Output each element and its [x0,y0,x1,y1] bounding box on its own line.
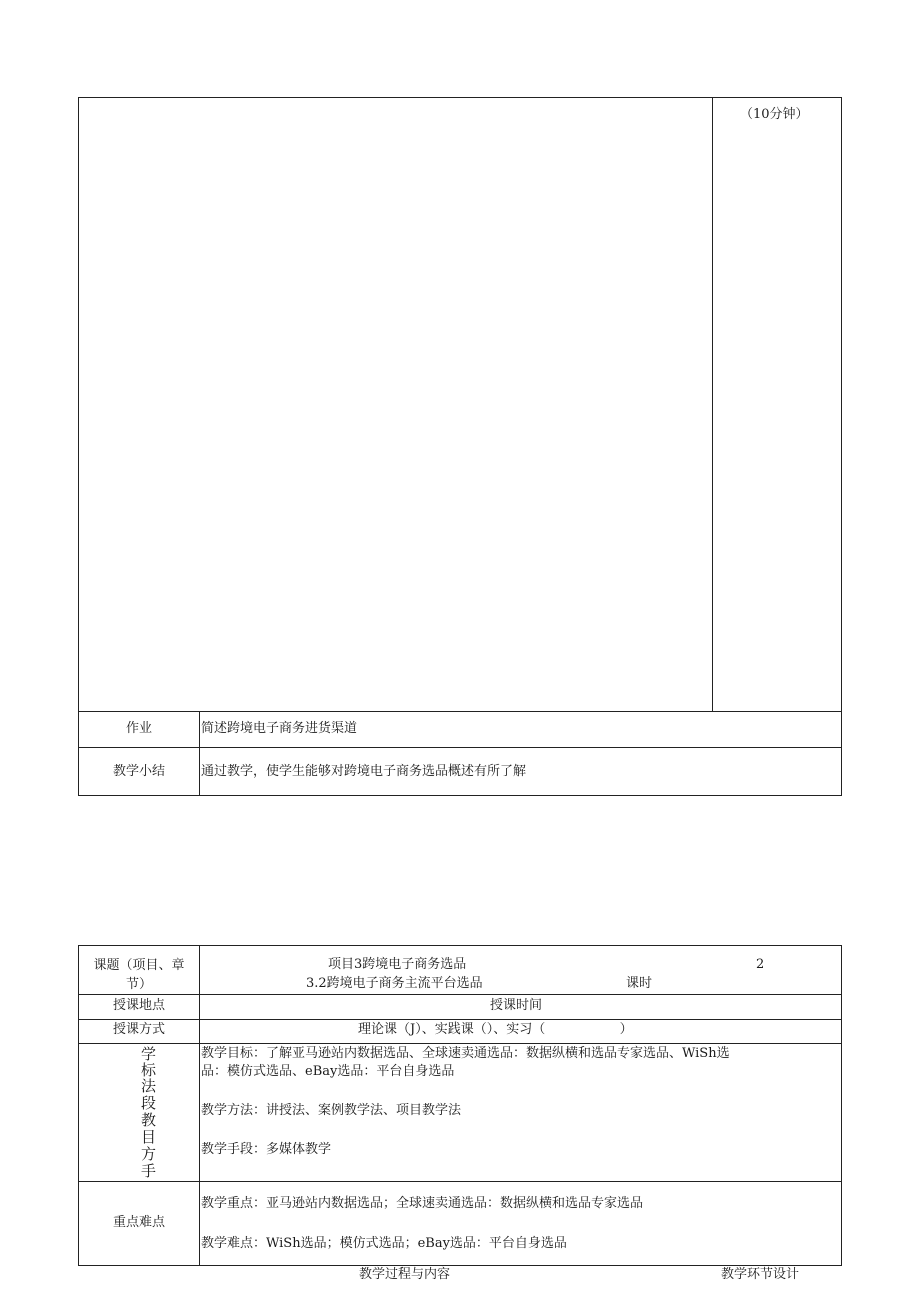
goal-line2: 品：模仿式选品、eBay选品：平台自身选品 [201,1064,455,1079]
design-label: 教学环节设计 [721,1267,800,1282]
goals-label-char: 目 [141,1128,157,1146]
homework-value: 简述跨境电子商务进货渠道 [201,721,358,736]
summary-value: 通过教学，使学生能够对跨境电子商务选品概述有所了解 [201,764,527,779]
location-label: 授课地点 [112,998,165,1013]
goals-label-char: 教 [141,1111,157,1129]
topic-line1: 项目3跨境电子商务选品 [328,957,467,972]
goal-line1: 教学目标：了解亚马逊站内数据选品、全球速卖通选品：数据纵横和选品专家选品、WiSh选 [201,1046,730,1061]
time-note: （10分钟） [740,107,809,122]
goals-label-char: 段 [141,1094,157,1112]
goals-label-char: 法 [141,1077,157,1095]
topic-line2: 3.2跨境电子商务主流平台选品 [306,976,483,991]
teaching-means: 教学手段：多媒体教学 [201,1142,332,1157]
goals-label-char: 方 [141,1145,157,1163]
goals-label-char: 标 [141,1061,157,1079]
difficult-points: 教学难点：WiSh选品；模仿式选品；eBay选品：平台自身选品 [201,1236,567,1251]
key-points: 教学重点：亚马逊站内数据选品；全球速卖通选品：数据纵横和选品专家选品 [201,1196,644,1211]
mode-value: 理论课（J）、实践课（）、实习（ ） [358,1022,633,1037]
teaching-method: 教学方法：讲授法、案例教学法、项目教学法 [201,1103,462,1118]
time-label: 授课时间 [490,998,543,1013]
goals-label-char: 手 [141,1162,157,1180]
topic-label-line2: 节） [125,977,152,992]
hours-value: 2 [756,957,765,972]
process-label: 教学过程与内容 [359,1267,451,1282]
topic-label-line1: 课题（项目、章 [93,958,185,973]
key-label: 重点难点 [112,1215,165,1230]
summary-label: 教学小结 [112,764,165,779]
hours-label: 课时 [626,976,653,991]
goals-label-char: 学 [141,1045,157,1063]
mode-label: 授课方式 [112,1022,165,1037]
homework-label: 作业 [125,721,152,736]
